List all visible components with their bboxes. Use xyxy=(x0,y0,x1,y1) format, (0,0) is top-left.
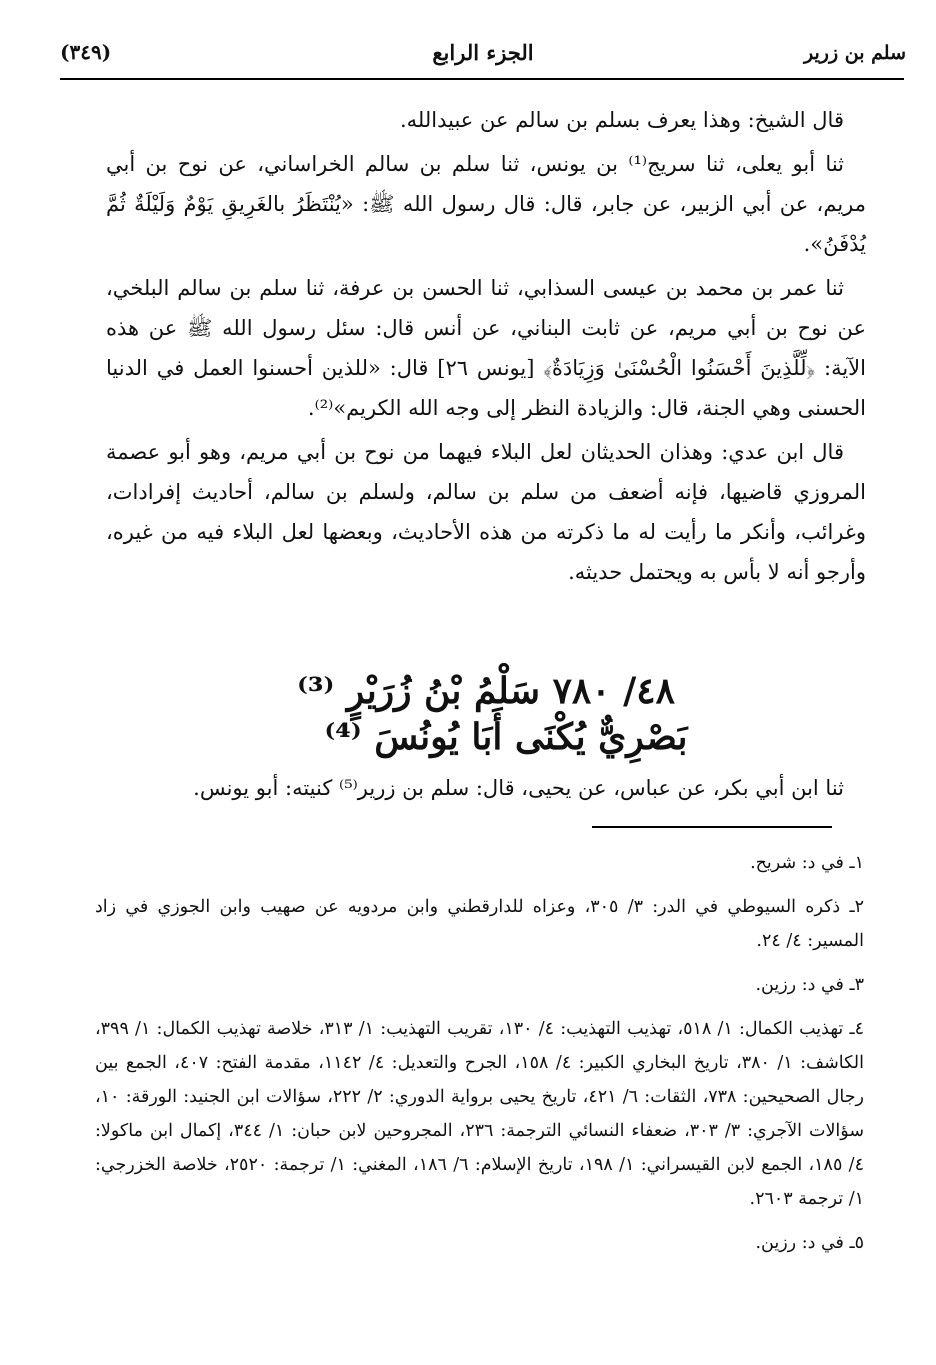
footnote: ١ـ في د: شريح. xyxy=(750,853,864,873)
entry-heading-line1: ٤٨/ ٧٨٠ سَلْمُ بْنُ زُرَيْرٍ ⁽³⁾ xyxy=(297,670,675,712)
footnote: ٥ـ في د: رزين. xyxy=(755,1233,864,1253)
main-text xyxy=(106,100,866,596)
paragraph: قال الشيخ: وهذا يعرف بسلم بن سالم عن عبيدالله. xyxy=(399,108,844,132)
footnote-rule xyxy=(592,826,832,828)
paragraph: قال ابن عدي: وهذان الحديثان لعل البلاء فيهما من نوح بن أبي مريم، وهو أبو عصمة المروزي قاضيها، فإنه أضعف من سلم بن سالم، ولسلم بن سالم، أحاديث إفرادات، وغرائب، وأنكر ما رأيت له ما ذكرته من هذه الأحاديث، وبعضها لعل البلاء فيه من غيره، وأرجو أنه لا بأس به ويحتمل حديثه. xyxy=(106,440,866,584)
footnote: ٤ـ تهذيب الكمال: ١/ ٥١٨، تهذيب التهذيب: ٤/ ١٣٠، تقريب التهذيب: ١/ ٣١٣، خلاصة تهذيب الكمال: ١/ ٣٩٩، الكاشف: ١/ ٣٨٠، تاريخ البخاري الكبير: ٤/ ١٥٨، الجرح والتعديل: ٤/ ١١٤٢، مقدمة الفتح: ٤٠٧، الجمع بين رجال الصحيحين: ٧٣٨، الثقات: ٦/ ٤٢١، تاريخ يحيى برواية الدوري: ٢/ ٢٢٢، سؤالات ابن الجنيد: الورقة: ١٠، سؤالات الآجري: ٣/ ٣٠٣، ضعفاء النسائي الترجمة: ٢٣٦، المجروحين لابن حبان: ١/ ٣٤٤، إكمال ابن ماكولا: ٤/ ١٨٥، الجمع لابن القيسراني: ١/ ١٩٨، تاريخ الإسلام: ٦/ ١٨٦، المغني: ١/ ترجمة: ٢٥٢٠، خلاصة الخزرجي: ١/ ترجمة ٢٦٠٣. xyxy=(95,1019,865,1209)
entry-heading-line2: بَصْرِيٌّ يُكْنَى أَبَا يُونُسَ ⁽⁴⁾ xyxy=(324,716,688,758)
footnote: ٢ـ ذكره السيوطي في الدر: ٣/ ٣٠٥، وعزاه للدارقطني وابن مردويه عن صهيب وابن الجوزي في زاد المسير: ٤/ ٢٤. xyxy=(95,897,864,951)
page-number: (٣٤٩) xyxy=(60,40,112,64)
footnote: ٣ـ في د: رزين. xyxy=(755,975,864,995)
page-header xyxy=(60,38,906,70)
footnotes xyxy=(95,846,864,1270)
header-rule xyxy=(60,78,904,80)
paragraph: ثنا ابن أبي بكر، عن عباس، عن يحيى، قال: سلم بن زرير⁽⁵⁾ كنيته: أبو يونس. xyxy=(193,776,844,800)
volume-part-title: الجزء الرابع xyxy=(432,40,534,65)
paragraph: ثنا أبو يعلى، ثنا سريج⁽¹⁾ بن يونس، ثنا سلم بن سالم الخراساني، عن نوح بن أبي مريم، عن أبي الزبير، عن جابر، قال: قال رسول الله ﷺ: «يُنْتَظَرُ بالغَرِيقِ يَوْمٌ وَلَيْلَةٌ ثُمَّ يُدْفَنُ». xyxy=(106,152,866,256)
entry-text xyxy=(106,768,866,812)
paragraph: ثنا عمر بن محمد بن عيسى السذابي، ثنا الحسن بن عرفة، ثنا سلم بن سالم البلخي، عن نوح بن أبي مريم، عن ثابت البناني، عن أنس قال: سئل رسول الله ﷺ عن هذه الآية: ﴿لِّلَّذِينَ أَحْسَنُوا الْحُسْنَىٰ وَزِيَادَةٌ﴾ [يونس ٢٦] قال: «للذين أحسنوا العمل في الدنيا الحسنى وهي الجنة، قال: والزيادة النظر إلى وجه الله الكريم»⁽²⁾. xyxy=(106,276,866,420)
running-title: سلم بن زرير xyxy=(804,42,906,64)
entry-heading xyxy=(106,668,866,760)
